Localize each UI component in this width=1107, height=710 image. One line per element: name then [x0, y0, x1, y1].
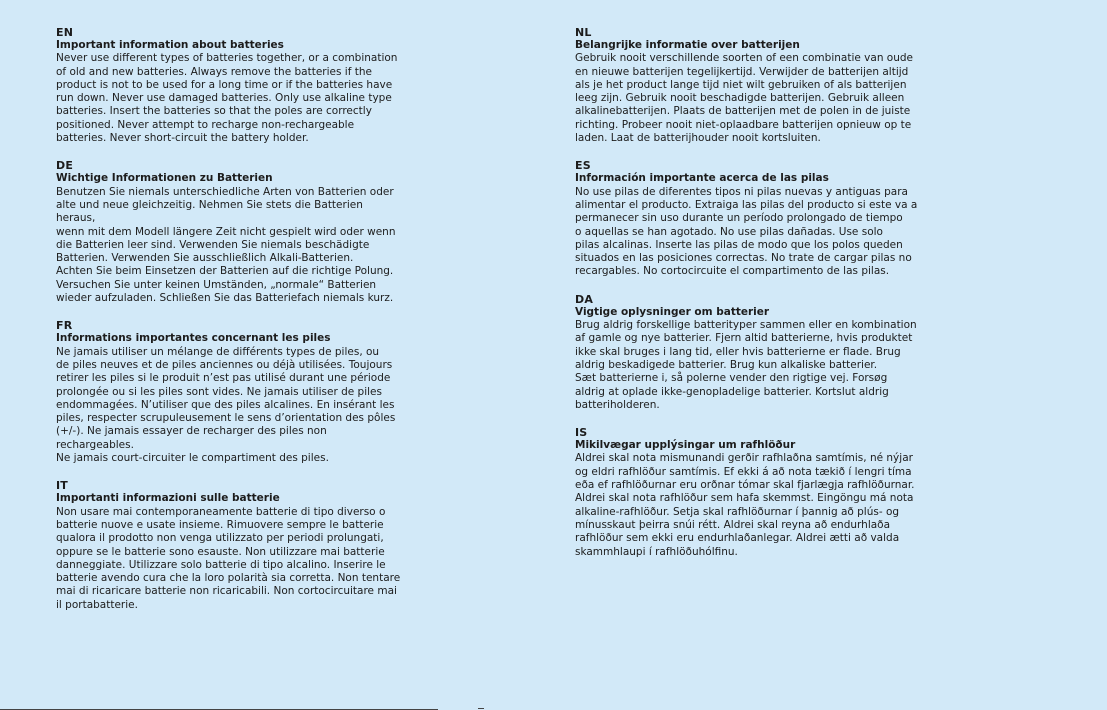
section-en [56, 26, 401, 145]
language-code-en: EN [56, 26, 74, 39]
body-is: Aldrei skal nota mismunandi gerðir rafhlaðna samtímis, né nýjar og eldri rafhlöður samtímis. Ef ekki á að nota tækið í lengri tíma eða ef rafhlöðurnar eru orðnar tómar skal fjarlægja rafhlöðurnar. Aldrei skal nota rafhlöður sem hafa skemmst. Eingöngu má nota alkaline-rafhlöður. Setja skal rafhlöðurnar í þannig að plús- og mínusskaut þeirra snúi rétt. Aldrei skal reyna að endurhlaða rafhlöður sem ekki eru endurhlaðanlegar. Aldrei ætti að valda skammhlaupi í rafhlöðuhólfinu. [575, 452, 915, 558]
heading-it: Importanti informazioni sulle batterie [56, 492, 280, 505]
heading-es: Información importante acerca de las pilas [575, 172, 829, 185]
right-page [557, 0, 1107, 710]
language-code-de: DE [56, 159, 74, 173]
right-text-column [575, 26, 920, 573]
language-code-da: DA [575, 292, 594, 306]
section-da [575, 293, 920, 412]
heading-en: Important information about batteries [56, 39, 284, 51]
language-code-it: IT [56, 479, 68, 493]
body-de: Benutzen Sie niemals unterschiedliche Arten von Batterien oder alte und neue gleichzeitig. Nehmen Sie stets die Batterien heraus, wenn mit dem Modell längere Zeit nicht gespielt wird oder wenn die Batterien leer sind. Verwenden Sie niemals beschädigte Batterien. Verwenden Sie ausschließlich Alkali-Batterien. Achten Sie beim Einsetzen der Batterien auf die richtige Polung. Versuchen Sie unter keinen Umständen, „normale“ Batterien wieder aufzuladen. Schließen Sie das Batteriefach niemals kurz. [56, 185, 396, 305]
section-fr [56, 319, 401, 465]
body-it: Non usare mai contemporaneamente batterie di tipo diverso o batterie nuove e usate insieme. Rimuovere sempre le batterie qualora il prodotto non venga utilizzato per periodi prolungati, oppure se le batterie sono esauste. Non utilizzare mai batterie danneggiate. Utilizzare solo batterie di tipo alcalino. Inserire le batterie avendo cura che la loro polarità sia corretta. Non tentare mai di ricaricare batterie non ricaricabili. Non cortocircuitare mai il portabatterie. [56, 505, 401, 611]
body-fr: Ne jamais utiliser un mélange de différents types de piles, ou de piles neuves et de piles anciennes ou déjà utilisées. Toujours retirer les piles si le produit n’est pas utilisé durant une période prolongée ou si les piles sont vides. Ne jamais utiliser de piles endommagées. N’utiliser que des piles alcalines. En insérant les piles, respecter scrupuleusement le sens d’orientation des pôles (+/-). Ne jamais essayer de recharger des piles non rechargeables. Ne jamais court-circuiter le compartiment des piles. [56, 345, 396, 465]
section-es [575, 159, 920, 278]
body-es: No use pilas de diferentes tipos ni pilas nuevas y antiguas para alimentar el producto. Extraiga las pilas del producto si este va a permanecer sin uso durante un período prolongado de tiempo o aquellas se han agotado. No use pilas dañadas. Use solo pilas alcalinas. Inserte las pilas de modo que los polos queden situados en las posiciones correctas. No trate de cargar pilas no recargables. No cortocircuite el compartimento de las pilas. [575, 185, 918, 278]
language-code-fr: FR [56, 319, 73, 333]
section-de [56, 159, 401, 305]
section-nl [575, 26, 920, 145]
left-page [0, 0, 550, 710]
heading-de: Wichtige Informationen zu Batterien [56, 172, 273, 185]
language-code-is: IS [575, 426, 588, 440]
crop-mark [478, 708, 484, 709]
heading-fr: Informations importantes concernant les piles [56, 332, 331, 345]
language-code-nl: NL [575, 26, 592, 39]
body-nl: Gebruik nooit verschillende soorten of een combinatie van oude en nieuwe batterijen tegelijkertijd. Verwijder de batterijen altijd als je het product lange tijd niet wilt gebruiken of als batterijen leeg zijn. Gebruik nooit beschadigde batterijen. Gebruik alleen alkalinebatterijen. Plaats de batterijen met de polen in de juiste richting. Probeer nooit niet-oplaadbare batterijen opnieuw op te laden. Laat de batterijhouder nooit kortsluiten. [575, 52, 914, 145]
section-it [56, 479, 401, 612]
body-en: Never use different types of batteries together, or a combination of old and new batteries. Always remove the batteries if the product is not to be used for a long time or if the batteries have run down. Never use damaged batteries. Only use alkaline type batteries. Insert the batteries so that the poles are correctly positioned. Never attempt to recharge non-rechargeable batteries. Never short-circuit the battery holder. [56, 52, 398, 145]
language-code-es: ES [575, 159, 591, 173]
section-is [575, 426, 920, 559]
heading-nl: Belangrijke informatie over batterijen [575, 39, 800, 51]
left-text-column [56, 26, 401, 626]
heading-da: Vigtige oplysninger om batterier [575, 305, 770, 318]
body-da: Brug aldrig forskellige batterityper sammen eller en kombination af gamle og nye batterier. Fjern altid batterierne, hvis produktet ikke skal bruges i lang tid, eller hvis batterierne er flade. Brug aldrig beskadigede batterier. Brug kun alkaliske batterier. Sæt batterierne i, så polerne vender den rigtige vej. Forsøg aldrig at oplade ikke-genopladelige batterier. Kortslut aldrig batteriholderen. [575, 319, 917, 411]
heading-is: Mikilvægar upplýsingar um rafhlöður [575, 439, 796, 452]
